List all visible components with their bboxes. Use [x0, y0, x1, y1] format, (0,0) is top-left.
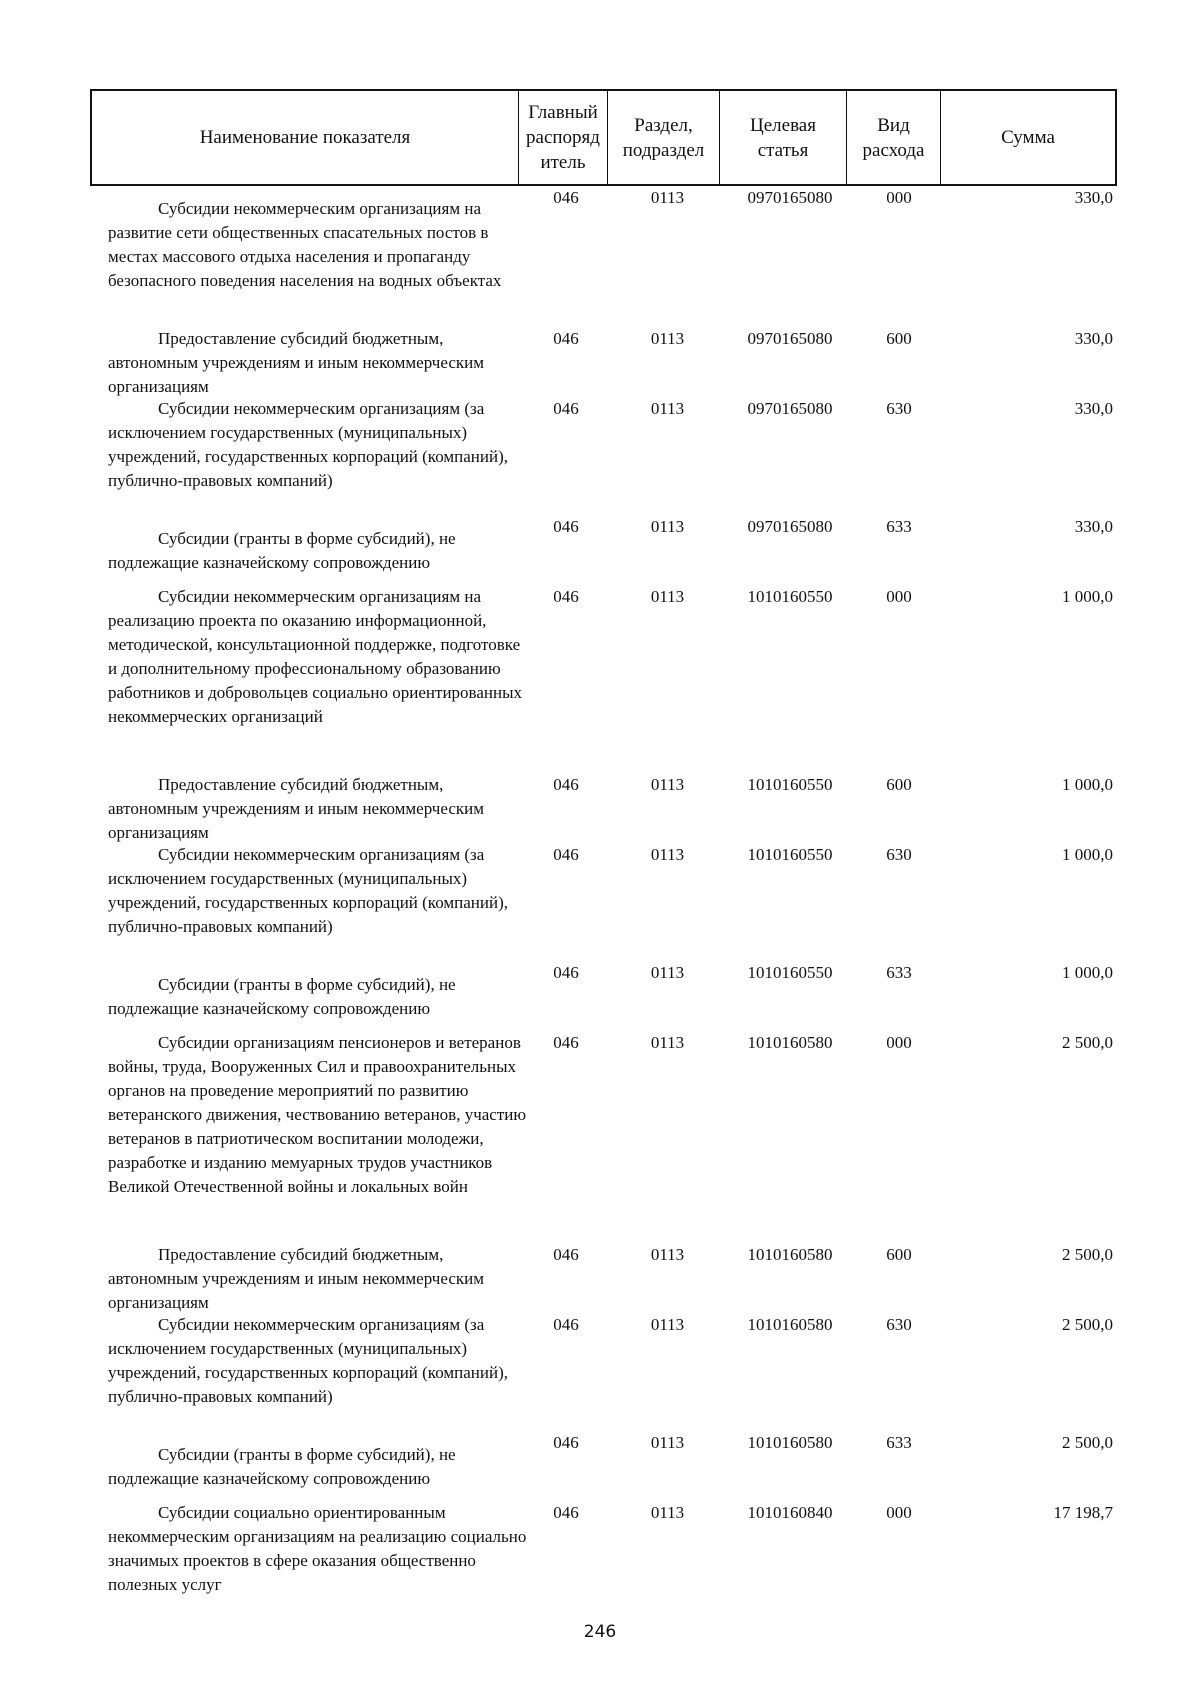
row-sum: 17 198,7 — [1053, 1503, 1113, 1522]
row-type: 000 — [886, 188, 912, 207]
row-type: 000 — [886, 1033, 912, 1052]
row-article: 0970165080 — [747, 517, 833, 536]
row-sum: 2 500,0 — [1062, 1033, 1113, 1052]
row-sum: 330,0 — [1074, 188, 1113, 207]
row-section: 0113 — [650, 1245, 685, 1264]
row-name: Субсидии (гранты в форме субсидий), не подлежащие казначейскому сопровождению — [108, 529, 456, 572]
row-type: 630 — [886, 1315, 912, 1334]
row-chief: 046 — [553, 188, 579, 207]
row-type: 633 — [886, 963, 912, 982]
row-article: 1010160580 — [747, 1315, 833, 1334]
row-chief: 046 — [553, 963, 579, 982]
page-number: 246 — [583, 1622, 617, 1642]
row-section: 0113 — [650, 188, 685, 207]
row-chief: 046 — [553, 329, 579, 348]
row-article: 1010160550 — [747, 963, 833, 982]
row-article: 1010160580 — [747, 1245, 833, 1264]
row-sum: 330,0 — [1074, 329, 1113, 348]
row-name: Предоставление субсидий бюджетным, автономным учреждениям и иным некоммерческим организациям — [108, 775, 484, 842]
row-section: 0113 — [650, 1033, 685, 1052]
row-type: 000 — [886, 587, 912, 606]
row-name: Субсидии некоммерческим организациям на развитие сети общественных спасательных постов в местах массового отдыха населения и пропаганду безопасного поведения населения на водных объектах — [108, 199, 502, 290]
row-sum: 1 000,0 — [1062, 775, 1113, 794]
row-name: Предоставление субсидий бюджетным, автономным учреждениям и иным некоммерческим организациям — [108, 329, 484, 396]
row-article: 1010160580 — [747, 1033, 833, 1052]
header-article: Целевая статья — [719, 91, 846, 184]
row-sum: 1 000,0 — [1062, 845, 1113, 864]
row-chief: 046 — [553, 587, 579, 606]
row-name: Субсидии (гранты в форме субсидий), не подлежащие казначейскому сопровождению — [108, 975, 456, 1018]
row-chief: 046 — [553, 1503, 579, 1522]
row-sum: 2 500,0 — [1062, 1315, 1113, 1334]
row-name: Субсидии (гранты в форме субсидий), не подлежащие казначейскому сопровождению — [108, 1445, 456, 1488]
row-name: Субсидии некоммерческим организациям на реализацию проекта по оказанию информационной, методической, консультационной поддержке, подготовке и дополнительному профессиональному образованию работников и добровольцев социально ориентированных некоммерческих организаций — [108, 587, 523, 726]
row-type: 633 — [886, 1433, 912, 1452]
row-article: 1010160840 — [747, 1503, 833, 1522]
row-article: 1010160550 — [747, 845, 833, 864]
row-article: 1010160580 — [747, 1433, 833, 1452]
row-sum: 2 500,0 — [1062, 1433, 1113, 1452]
row-chief: 046 — [553, 845, 579, 864]
row-section: 0113 — [650, 329, 685, 348]
row-chief: 046 — [553, 775, 579, 794]
row-name: Субсидии социально ориентированным некоммерческим организациям на реализацию социально значимых проектов в сфере оказания общественно полезных услуг — [108, 1503, 527, 1594]
row-name: Субсидии некоммерческим организациям (за исключением государственных (муниципальных) учреждений, государственных корпораций (компаний), публично-правовых компаний) — [108, 1315, 508, 1406]
row-type: 630 — [886, 399, 912, 418]
row-section: 0113 — [650, 845, 685, 864]
row-name: Субсидии организациям пенсионеров и ветеранов войны, труда, Вооруженных Сил и правоохранительных органов на проведение мероприятий по развитию ветеранского движения, чествованию ветеранов, участию ветеранов в патриотическом воспитании молодежи, разработке и изданию мемуарных трудов участников Великой Отечественной войны и локальных войн — [108, 1033, 527, 1196]
row-type: 600 — [886, 1245, 912, 1264]
row-name: Субсидии некоммерческим организациям (за исключением государственных (муниципальных) учреждений, государственных корпораций (компаний), публично-правовых компаний) — [108, 399, 508, 490]
table-header — [90, 89, 1117, 186]
row-section: 0113 — [650, 1503, 685, 1522]
row-sum: 330,0 — [1074, 399, 1113, 418]
row-type: 600 — [886, 329, 912, 348]
row-article: 1010160550 — [747, 775, 833, 794]
row-sum: 2 500,0 — [1062, 1245, 1113, 1264]
header-sum: Сумма — [940, 91, 1115, 184]
row-type: 633 — [886, 517, 912, 536]
row-name: Субсидии некоммерческим организациям (за исключением государственных (муниципальных) учреждений, государственных корпораций (компаний), публично-правовых компаний) — [108, 845, 508, 936]
row-type: 630 — [886, 845, 912, 864]
row-section: 0113 — [650, 963, 685, 982]
header-section: Раздел, подраздел — [607, 91, 719, 184]
row-section: 0113 — [650, 1315, 685, 1334]
row-section: 0113 — [650, 399, 685, 418]
row-section: 0113 — [650, 1433, 685, 1452]
row-chief: 046 — [553, 1315, 579, 1334]
header-type: Вид расхода — [846, 91, 940, 184]
row-sum: 1 000,0 — [1062, 587, 1113, 606]
row-article: 0970165080 — [747, 399, 833, 418]
row-chief: 046 — [553, 517, 579, 536]
row-sum: 1 000,0 — [1062, 963, 1113, 982]
row-name: Предоставление субсидий бюджетным, автономным учреждениям и иным некоммерческим организациям — [108, 1245, 484, 1312]
row-section: 0113 — [650, 587, 685, 606]
header-chief: Главный распоряд итель — [518, 91, 607, 184]
row-article: 0970165080 — [747, 188, 833, 207]
row-article: 1010160550 — [747, 587, 833, 606]
row-section: 0113 — [650, 517, 685, 536]
row-chief: 046 — [553, 1033, 579, 1052]
row-section: 0113 — [650, 775, 685, 794]
header-name: Наименование показателя — [199, 127, 411, 148]
row-article: 0970165080 — [747, 329, 833, 348]
row-chief: 046 — [553, 1433, 579, 1452]
row-sum: 330,0 — [1074, 517, 1113, 536]
row-chief: 046 — [553, 1245, 579, 1264]
row-type: 000 — [886, 1503, 912, 1522]
row-chief: 046 — [553, 399, 579, 418]
row-type: 600 — [886, 775, 912, 794]
